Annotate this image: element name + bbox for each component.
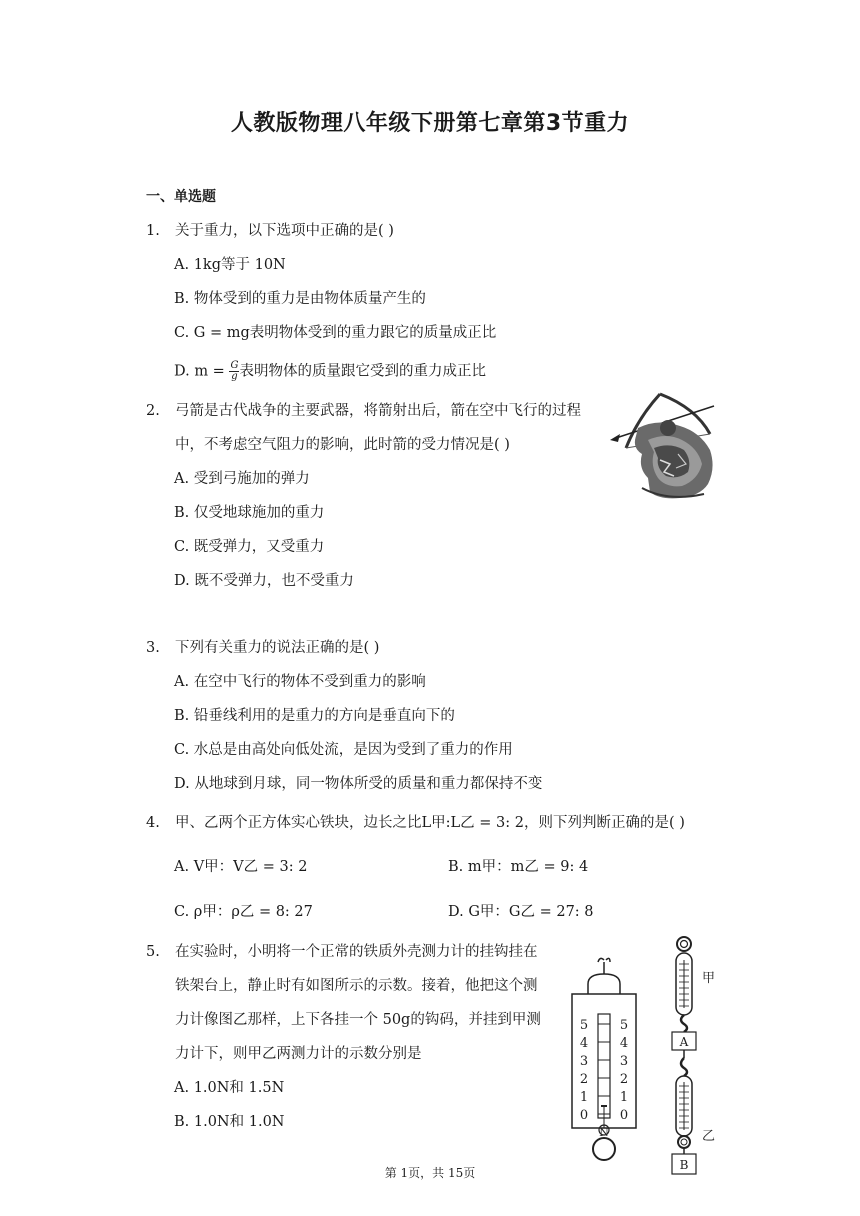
question-number: 3. bbox=[146, 640, 160, 656]
option-c: C. G = mg表明物体受到的重力跟它的质量成正比 bbox=[174, 325, 497, 341]
option-d-prefix: D. m = bbox=[174, 363, 230, 380]
question-stem-line: 力计下，则甲乙两测力计的示数分别是 bbox=[175, 1046, 422, 1062]
option-b: B. m甲：m乙 = 9: 4 bbox=[448, 859, 589, 875]
page-title: 人教版物理八年级下册第七章第3节重力 bbox=[230, 111, 630, 136]
fraction-numerator: G bbox=[230, 360, 239, 371]
option-d: D. 既不受弹力，也不受重力 bbox=[174, 573, 354, 589]
scale-label-right: 2 bbox=[619, 1072, 629, 1087]
scale-label-left: 5 bbox=[579, 1018, 589, 1033]
box-b-label: B bbox=[679, 1158, 689, 1172]
option-b: B. 仅受地球施加的重力 bbox=[174, 505, 325, 521]
fraction-denominator: g bbox=[231, 371, 238, 382]
scale-label-left: 3 bbox=[579, 1054, 589, 1069]
scale-label-left: 2 bbox=[579, 1072, 589, 1087]
question-number: 2. bbox=[146, 403, 160, 419]
question-number: 1. bbox=[146, 223, 160, 239]
scale-label-left: 1 bbox=[579, 1090, 589, 1105]
question-stem-line: 在实验时，小明将一个正常的铁质外壳测力计的挂钩挂在 bbox=[175, 944, 538, 960]
question-stem-line: 铁架台上，静止时有如图所示的示数。接着，他把这个测 bbox=[175, 978, 538, 994]
option-b: B. 铅垂线利用的是重力的方向是垂直向下的 bbox=[174, 708, 455, 724]
page-footer: 第 1页，共 15页 bbox=[384, 1166, 476, 1180]
option-c: C. ρ甲：ρ乙 = 8: 27 bbox=[174, 904, 313, 920]
label-jia: 甲 bbox=[702, 971, 716, 986]
fraction bbox=[229, 361, 239, 382]
hook-label: N bbox=[599, 1126, 609, 1139]
option-a: A. 1.0N和 1.5N bbox=[174, 1080, 285, 1096]
option-c: C. 既受弹力，又受重力 bbox=[174, 539, 325, 555]
option-d bbox=[174, 361, 486, 382]
option-a: A. 受到弓施加的弹力 bbox=[174, 471, 310, 487]
section-heading: 一、单选题 bbox=[146, 189, 216, 205]
question-stem-line: 力计像图乙那样，上下各挂一个 50g的钩码，并挂到甲测 bbox=[175, 1012, 541, 1028]
stacked-scales-figure bbox=[666, 936, 726, 1180]
option-b: B. 1.0N和 1.0N bbox=[174, 1114, 285, 1130]
option-b: B. 物体受到的重力是由物体质量产生的 bbox=[174, 291, 426, 307]
scale-label-right: 5 bbox=[619, 1018, 629, 1033]
question-stem: 甲、乙两个正方体实心铁块，边长之比L甲:L乙 = 3: 2，则下列判断正确的是( ) bbox=[175, 815, 685, 831]
scale-label-right: 1 bbox=[619, 1090, 629, 1105]
option-d: D. G甲：G乙 = 27: 8 bbox=[448, 904, 594, 920]
option-c: C. 水总是由高处向低处流，是因为受到了重力的作用 bbox=[174, 742, 513, 758]
scale-label-right: 4 bbox=[619, 1036, 629, 1051]
question-stem-line: 弓箭是古代战争的主要武器，将箭射出后，箭在空中飞行的过程 bbox=[175, 403, 581, 419]
question-number: 5. bbox=[146, 944, 160, 960]
option-a: A. 1kg等于 10N bbox=[174, 257, 286, 273]
scale-label-right: 0 bbox=[619, 1108, 629, 1123]
box-a-label: A bbox=[679, 1035, 689, 1049]
question-stem-line: 中，不考虑空气阻力的影响，此时箭的受力情况是( ) bbox=[175, 437, 510, 453]
archer-illustration bbox=[608, 388, 722, 504]
scale-label-right: 3 bbox=[619, 1054, 629, 1069]
option-d-suffix: 表明物体的质量跟它受到的重力成正比 bbox=[239, 363, 486, 380]
question-stem: 关于重力，以下选项中正确的是( ) bbox=[175, 223, 394, 239]
spring-scale-figure bbox=[568, 956, 640, 1164]
label-yi: 乙 bbox=[702, 1129, 716, 1144]
scale-label-left: 4 bbox=[579, 1036, 589, 1051]
question-number: 4. bbox=[146, 815, 160, 831]
option-d: D. 从地球到月球，同一物体所受的质量和重力都保持不变 bbox=[174, 776, 543, 792]
question-stem: 下列有关重力的说法正确的是( ) bbox=[175, 640, 380, 656]
option-a: A. 在空中飞行的物体不受到重力的影响 bbox=[174, 674, 426, 690]
scale-label-left: 0 bbox=[579, 1108, 589, 1123]
option-a: A. V甲：V乙 = 3: 2 bbox=[174, 859, 308, 875]
